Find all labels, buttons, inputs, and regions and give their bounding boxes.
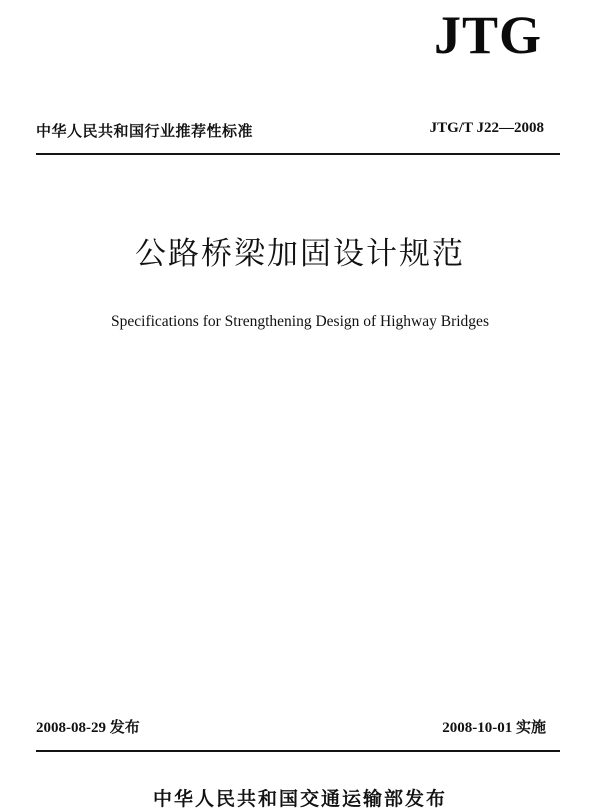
publish-date: 2008-08-29 发布 [36,720,140,736]
document-subtitle: Specifications for Strengthening Design of Highway Bridges [111,313,489,330]
effective-date: 2008-10-01 实施 [442,720,546,736]
issuing-authority: 中华人民共和国交通运输部发布 [152,788,447,810]
top-divider [36,153,560,155]
standard-category: 中华人民共和国行业推荐性标准 [36,122,254,140]
bottom-divider [36,750,560,752]
standard-code: JTG/T J22—2008 [429,120,544,136]
jtg-logo: JTG [433,5,542,65]
document-title: 公路桥梁加固设计规范 [135,236,465,272]
